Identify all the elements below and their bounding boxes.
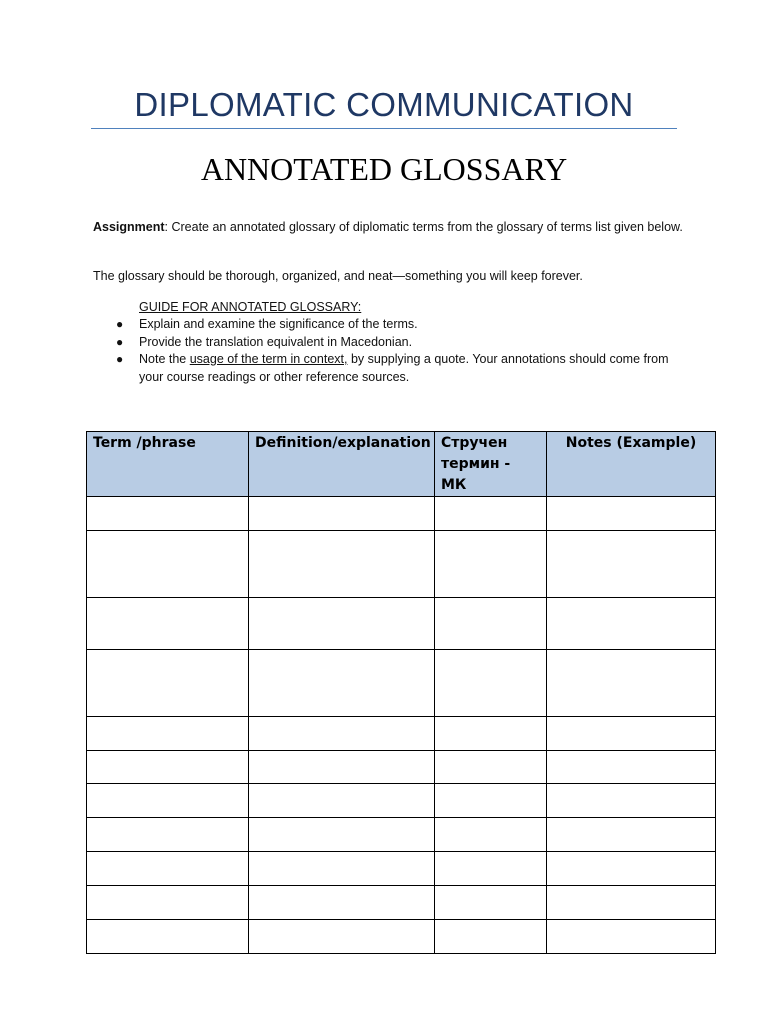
table-cell-notes[interactable]: [547, 852, 716, 886]
table-cell-macedonian-term[interactable]: [435, 818, 547, 852]
table-row: [87, 751, 716, 784]
assignment-label: Assignment: [93, 220, 165, 234]
column-header-notes: Notes (Example): [547, 432, 716, 497]
table-cell-notes[interactable]: [547, 650, 716, 717]
table-cell-macedonian-term[interactable]: [435, 784, 547, 818]
table-cell-term[interactable]: [87, 818, 249, 852]
guide-item-text: Provide the translation equivalent in Macedonian.: [139, 334, 413, 349]
title-underline-rule: [91, 128, 677, 129]
table-cell-macedonian-term[interactable]: [435, 497, 547, 531]
assignment-text: : Create an annotated glossary of diplomatic terms from the glossary of terms list given below.: [164, 220, 683, 234]
column-header-term: Term /phrase: [87, 432, 249, 497]
table-row: [87, 818, 716, 852]
bullet-icon: ●: [116, 334, 124, 349]
table-cell-term[interactable]: [87, 497, 249, 531]
table-cell-definition[interactable]: [249, 784, 435, 818]
table-cell-notes[interactable]: [547, 531, 716, 598]
table-cell-term[interactable]: [87, 717, 249, 751]
guide-item-underlined-phrase: usage of the term in context,: [189, 352, 348, 366]
guide-item-text-before: Note the: [139, 352, 190, 366]
assignment-paragraph: [93, 218, 683, 236]
table-cell-notes[interactable]: [547, 751, 716, 784]
table-cell-definition[interactable]: [249, 818, 435, 852]
guide-item: [116, 316, 684, 334]
table-cell-notes[interactable]: [547, 598, 716, 650]
table-cell-notes[interactable]: [547, 920, 716, 954]
table-cell-definition[interactable]: [249, 531, 435, 598]
table-row: [87, 598, 716, 650]
guide-item: [116, 351, 684, 386]
table-cell-macedonian-term[interactable]: [435, 852, 547, 886]
table-row: [87, 886, 716, 920]
guide-item-text: Explain and examine the significance of the terms.: [139, 317, 418, 331]
table-cell-macedonian-term[interactable]: [435, 650, 547, 717]
table-cell-notes[interactable]: [547, 497, 716, 531]
guide-list: [116, 316, 684, 386]
bullet-icon: ●: [116, 317, 124, 331]
table-row: [87, 497, 716, 531]
table-cell-term[interactable]: [87, 852, 249, 886]
table-cell-notes[interactable]: [547, 886, 716, 920]
glossary-table: [86, 431, 716, 954]
table-cell-definition[interactable]: [249, 886, 435, 920]
bullet-icon: ●: [116, 352, 124, 366]
guide-item-text-after: by supplying a quote. Your annotations should come from your course readings or other reference sources.: [139, 352, 669, 384]
table-cell-notes[interactable]: [547, 717, 716, 751]
table-cell-term[interactable]: [87, 920, 249, 954]
table-cell-macedonian-term[interactable]: [435, 886, 547, 920]
table-cell-macedonian-term[interactable]: [435, 531, 547, 598]
table-cell-notes[interactable]: [547, 784, 716, 818]
table-cell-definition[interactable]: [249, 717, 435, 751]
table-row: [87, 650, 716, 717]
table-cell-definition[interactable]: [249, 920, 435, 954]
table-cell-term[interactable]: [87, 650, 249, 717]
table-cell-term[interactable]: [87, 751, 249, 784]
table-cell-definition[interactable]: [249, 650, 435, 717]
table-cell-macedonian-term[interactable]: [435, 920, 547, 954]
table-cell-notes[interactable]: [547, 818, 716, 852]
glossary-note: The glossary should be thorough, organized, and neat—something you will keep forever.: [93, 269, 583, 283]
table-cell-definition[interactable]: [249, 852, 435, 886]
table-row: [87, 531, 716, 598]
table-cell-term[interactable]: [87, 784, 249, 818]
column-header-definition: Definition/explanation: [249, 432, 435, 497]
table-row: [87, 784, 716, 818]
table-cell-macedonian-term[interactable]: [435, 751, 547, 784]
table-cell-term[interactable]: [87, 531, 249, 598]
guide-item: [116, 334, 684, 352]
table-cell-definition[interactable]: [249, 497, 435, 531]
table-cell-macedonian-term[interactable]: [435, 717, 547, 751]
table-cell-definition[interactable]: [249, 598, 435, 650]
page-subtitle: ANNOTATED GLOSSARY: [200, 151, 568, 187]
table-row: [87, 717, 716, 751]
table-row: [87, 920, 716, 954]
table-cell-definition[interactable]: [249, 751, 435, 784]
table-body: [87, 497, 716, 954]
guide-heading: GUIDE FOR ANNOTATED GLOSSARY:: [139, 300, 362, 314]
table-cell-term[interactable]: [87, 886, 249, 920]
column-header-macedonian-term: Стручен термин - МК: [435, 432, 547, 497]
table-row: [87, 852, 716, 886]
page-title: DIPLOMATIC COMMUNICATION: [134, 86, 634, 123]
table-cell-macedonian-term[interactable]: [435, 598, 547, 650]
table-cell-term[interactable]: [87, 598, 249, 650]
table-header-row: [87, 432, 716, 497]
